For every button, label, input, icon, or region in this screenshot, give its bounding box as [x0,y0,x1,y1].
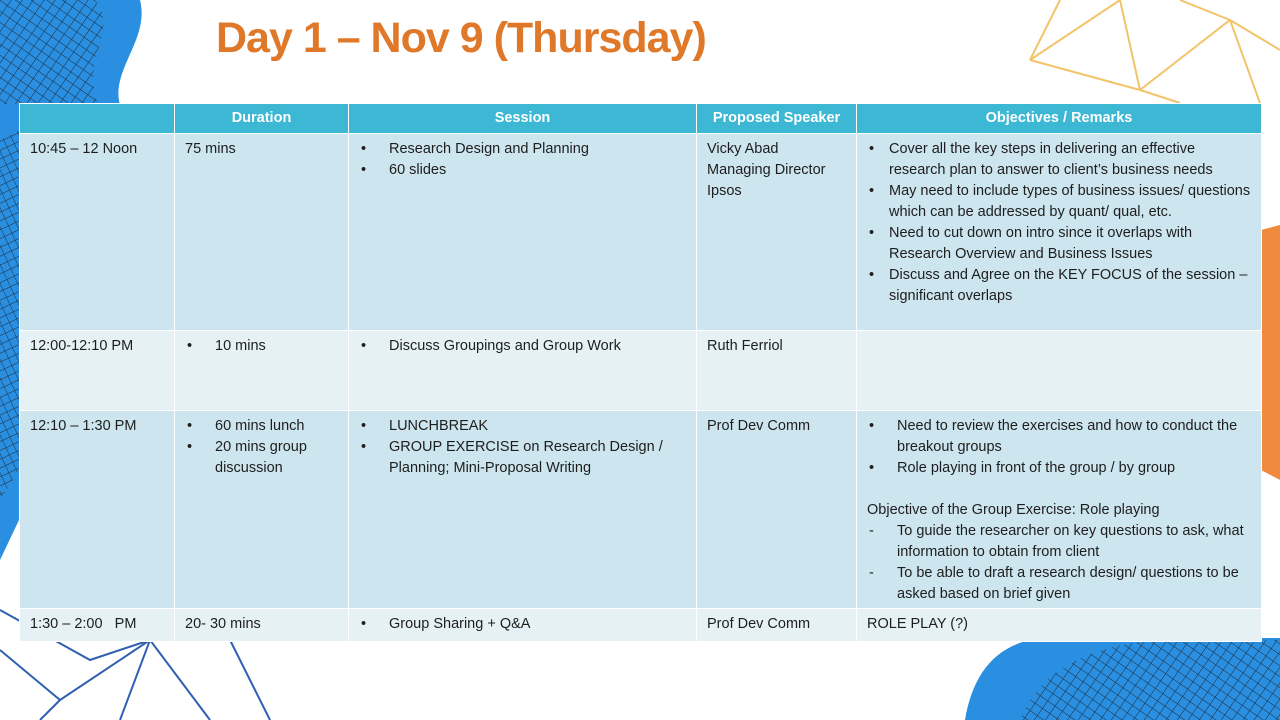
speaker-cell: Prof Dev Comm [697,411,857,609]
duration-item: • 60 mins lunch [185,416,338,437]
duration-cell: 20- 30 mins [175,609,349,642]
remark-item: • Discuss and Agree on the KEY FOCUS of the session – significant overlaps [867,265,1251,307]
header-remarks: Objectives / Remarks [857,104,1262,134]
session-cell [349,331,697,411]
speaker-cell: Ruth Ferriol [697,331,857,411]
table-header-row [20,104,1262,134]
speaker-company: Ipsos [707,183,742,199]
time-cell: 12:00-12:10 PM [20,331,175,411]
session-item: • 60 slides [359,160,686,181]
remark-item: • Cover all the key steps in delivering an effective research plan to answer to client’s business needs [867,139,1251,181]
remarks-cell [857,411,1262,609]
header-session: Session [349,104,697,134]
slide-title: Day 1 – Nov 9 (Thursday) [216,14,706,62]
remarks-cell [857,134,1262,331]
remark-item: • May need to include types of business issues/ questions which can be addressed by quant/ qual, etc. [867,181,1251,223]
session-item: • GROUP EXERCISE on Research Design / Planning; Mini-Proposal Writing [359,437,686,479]
time-cell: 1:30 – 2:00 PM [20,609,175,642]
duration-item: • 20 mins group discussion [185,437,338,479]
table-row [20,411,1262,609]
remark-item: • Need to review the exercises and how to conduct the breakout groups [867,416,1251,458]
header-speaker: Proposed Speaker [697,104,857,134]
speaker-name: Vicky Abad [707,141,779,157]
time-cell: 12:10 – 1:30 PM [20,411,175,609]
session-item: • Research Design and Planning [359,139,686,160]
speaker-cell: Prof Dev Comm [697,609,857,642]
speaker-cell [697,134,857,331]
table-row [20,134,1262,331]
session-item: • Group Sharing + Q&A [359,614,686,635]
session-cell [349,609,697,642]
duration-cell [175,411,349,609]
duration-cell: 75 mins [175,134,349,331]
table-row [20,331,1262,411]
remark-item: • Need to cut down on intro since it overlaps with Research Overview and Business Issues [867,223,1251,265]
session-item: • LUNCHBREAK [359,416,686,437]
objective-heading: Objective of the Group Exercise: Role playing [867,502,1160,518]
speaker-title: Managing Director [707,162,826,178]
time-cell: 10:45 – 12 Noon [20,134,175,331]
remarks-cell [857,331,1262,411]
session-item: • Discuss Groupings and Group Work [359,336,686,357]
agenda-table [19,103,1262,642]
duration-cell [175,331,349,411]
remark-item: • Role playing in front of the group / by group [867,458,1251,479]
duration-item: • 10 mins [185,336,338,357]
header-time [20,104,175,134]
session-cell [349,411,697,609]
objective-item: - To be able to draft a research design/ questions to be asked based on brief given [867,563,1251,605]
header-duration: Duration [175,104,349,134]
table-row [20,609,1262,642]
remarks-cell: ROLE PLAY (?) [857,609,1262,642]
objective-item: - To guide the researcher on key questions to ask, what information to obtain from client [867,521,1251,563]
session-cell [349,134,697,331]
